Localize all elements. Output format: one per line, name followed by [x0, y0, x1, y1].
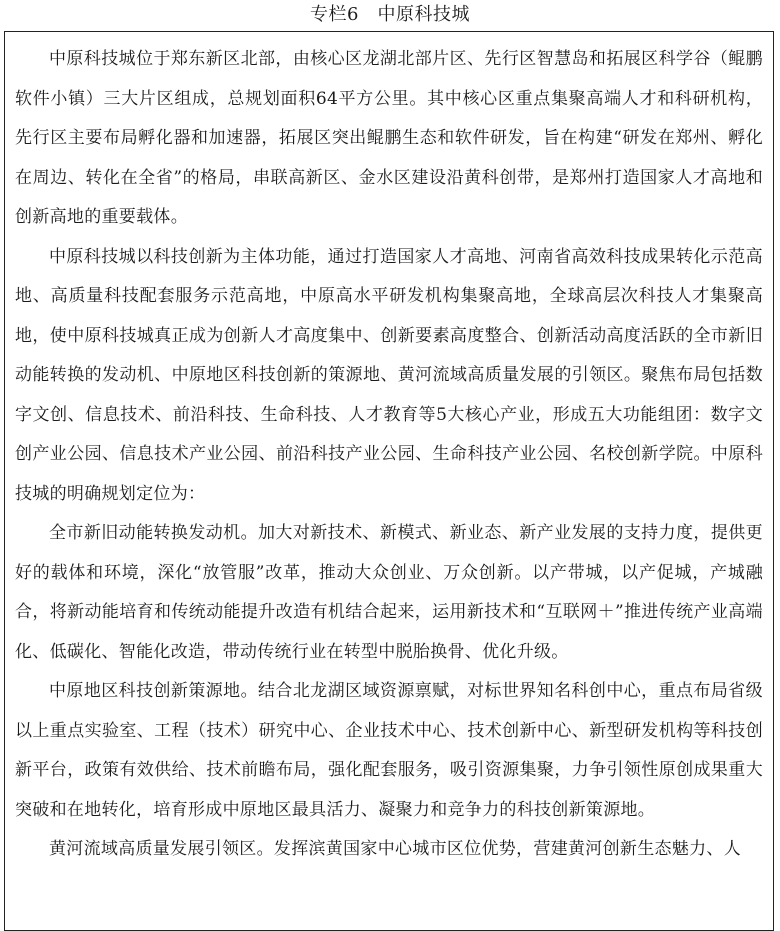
paragraph-overview: 中原科技城位于郑东新区北部，由核心区龙湖北部片区、先行区智慧岛和拓展区科学谷（鲲鹏软件小镇）三大片区组成，总规划面积64平方公里。其中核心区重点集聚高端人才和科研机构，先行区主要布局孵化器和加速器，拓展区突出鲲鹏生态和软件研发，旨在构建“研发在郑州、孵化在周边、转化在全省”的格局，串联高新区、金水区建设沿黄科创带，是郑州打造国家人才高地和创新高地的重要载体。 [15, 49, 763, 227]
paragraph-engine: 全市新旧动能转换发动机。加大对新技术、新模式、新业态、新产业发展的支持力度，提供更好的载体和环境，深化“放管服”改革，推动大众创业、万众创新。以产带城，以产促城，产城融合，将新动能培育和传统动能提升改造有机结合起来，运用新技术和“互联网＋”推进传统产业高端化、低碳化、智能化改造，带动传统行业在转型中脱胎换骨、优化升级。 [15, 523, 763, 662]
paragraph-functions: 中原科技城以科技创新为主体功能，通过打造国家人才高地、河南省高效科技成果转化示范高地、高质量科技配套服务示范高地，中原高水平研发机构集聚高地，全球高层次科技人才集聚高地，使中原科技城真正成为创新人才高度集中、创新要素高度整合、创新活动高度活跃的全市新旧动能转换的发动机、中原地区科技创新的策源地、黄河流域高质量发展的引领区。聚焦布局包括数字文创、信息技术、前沿科技、生命科技、人才教育等5大核心产业，形成五大功能组团：数字文创产业公园、信息技术产业公园、前沿科技产业公园、生命科技产业公园、名校创新学院。中原科技城的明确规划定位为： [15, 246, 763, 504]
content-box [4, 31, 774, 931]
paragraph-innovation-source: 中原地区科技创新策源地。结合北龙湖区域资源禀赋，对标世界知名科创中心，重点布局省级以上重点实验室、工程（技术）研究中心、企业技术中心、技术创新中心、新型研发机构等科技创新平台，政策有效供给、技术前瞻布局，强化配套服务，吸引资源集聚，力争引领性原创成果重大突破和在地转化，培育形成中原地区最具活力、凝聚力和竞争力的科技创新策源地。 [15, 681, 763, 820]
paragraph-yellow-river: 黄河流域高质量发展引领区。发挥滨黄国家中心城市区位优势，营建黄河创新生态魅力、人 [49, 839, 741, 859]
page-title: 专栏6 中原科技城 [310, 4, 470, 25]
